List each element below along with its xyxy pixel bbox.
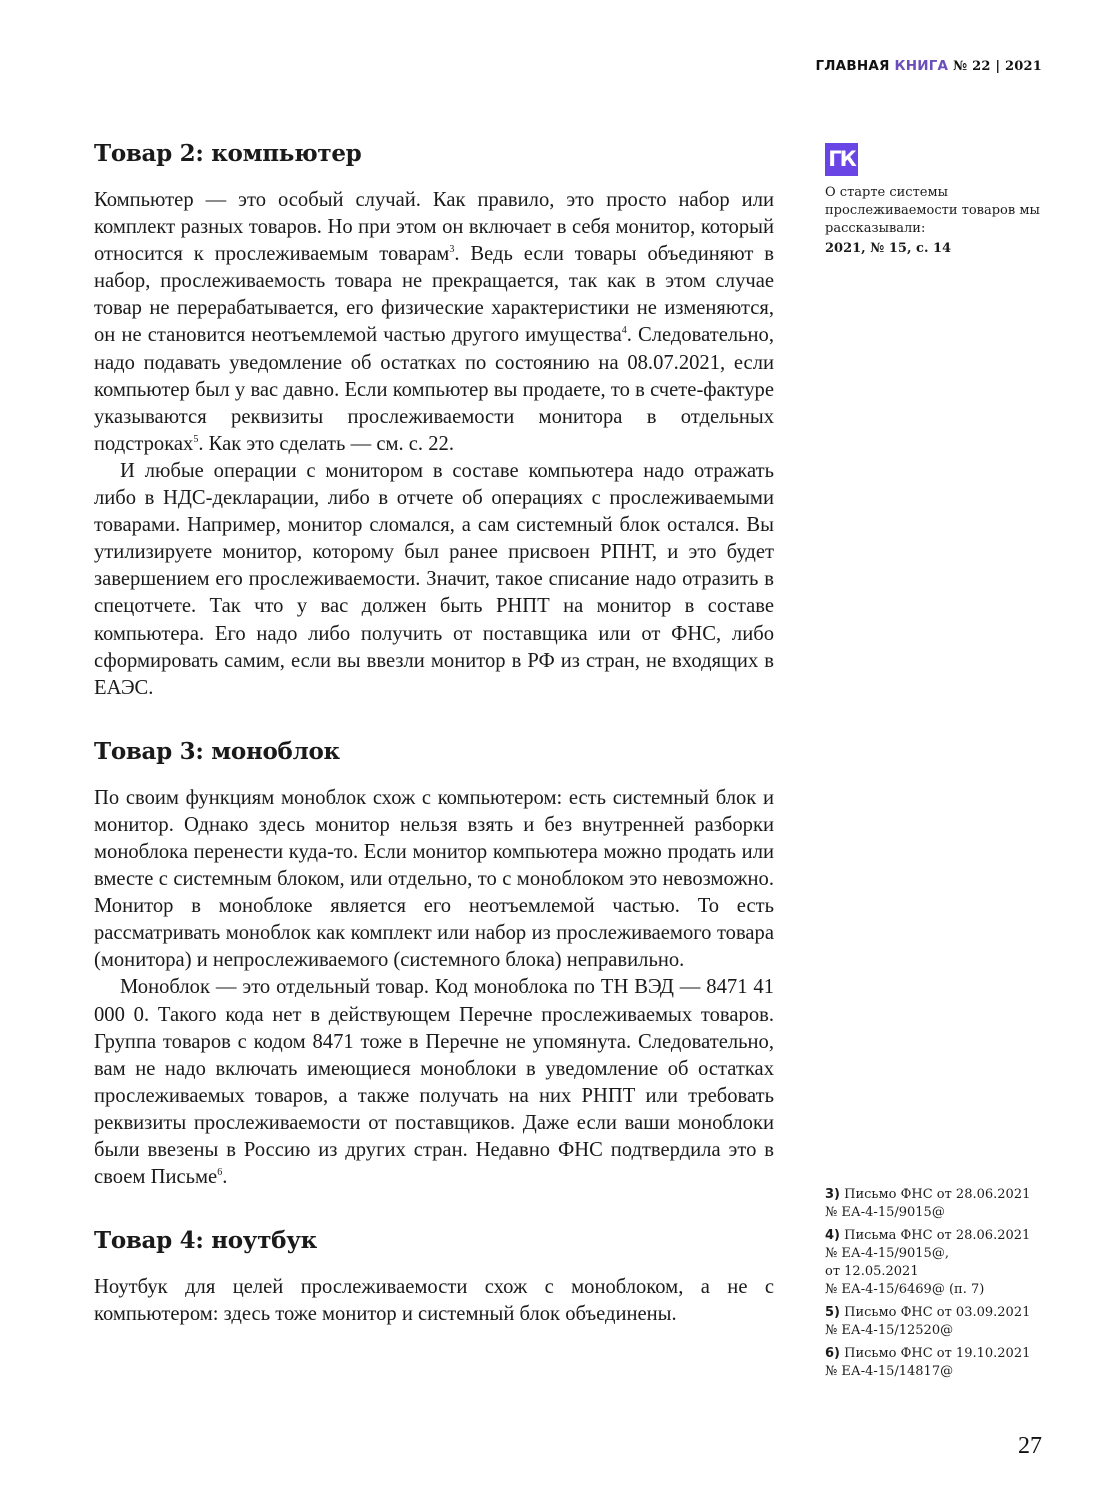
footnote-3: 3) Письмо ФНС от 28.06.2021 № ЕА-4-15/9015@ xyxy=(825,1187,1031,1220)
footnote-4: 4) Письма ФНС от 28.06.2021 № ЕА-4-15/9015@, от 12.05.2021 № ЕА-4-15/6469@ (п. 7) xyxy=(825,1228,1031,1297)
footnote-ref: 6 xyxy=(217,1167,223,1179)
paragraph: По своим функциям моноблок схож с компьютером: есть системный блок и монитор. Однако здесь монитор нельзя взять и без внутренней разборки моноблока перенести куда-то. Если монитор компьютера можно продать или вместе с системным блоком, или отдельно, то с моноблоком это невозможно. Монитор в моноблоке является его неотъемлемой частью. То есть рассматривать моноблок как комплект или набор из прослеживаемого товара (монитора) и непрослеживаемого (системного блока) неправильно. xyxy=(94,786,774,972)
paragraph: Ноутбук для целей прослеживаемости схож с моноблоком, а не с компьютером: здесь тоже монитор и системный блок объединены. xyxy=(94,1276,774,1326)
gk-logo-icon: ГК xyxy=(825,143,858,176)
paragraph: Моноблок — это отдельный товар. Код моноблока по ТН ВЭД — 8471 41 000 0. Такого кода нет в действующем Перечне прослеживаемых товаров. Группа товаров с кодом 8471 тоже в Перечне не упомянута. Следовательно, вам не надо включать имеющиеся моноблоки в уведомление об остатках прослеживаемых товаров, а также получать на них РНПТ или требовать реквизиты прослеживаемости от поставщиков. Даже если ваши моноблоки были ввезены в Россию из других стран. Недавно ФНС подтвердила это в своем Письме$^6$. xyxy=(94,976,774,1189)
issue-number: № 22 | 2021 xyxy=(953,59,1042,74)
side-note xyxy=(825,143,1055,258)
side-note-text: О старте системы прослеживаемости товаров мы рассказывали: xyxy=(825,185,1040,236)
footnotes xyxy=(825,1186,1055,1386)
footnote-ref: 4 xyxy=(621,325,627,337)
side-note-reference: 2021, № 15, с. 14 xyxy=(825,241,952,256)
paragraph: И любые операции с монитором в составе компьютера надо отражать либо в НДС-декларации, либо в отчете об операциях с прослеживаемыми товарами. Например, монитор сломался, а сам системный блок остался. Вы утилизируете монитор, которому был ранее присвоен РПНТ, и это будет завершением его прослеживаемости. Значит, такое списание надо отразить в спецотчете. Так что у вас должен быть РНПТ на монитор в составе компьютера. Его надо либо получить от поставщика или от ФНС, либо сформировать самим, если вы ввезли монитор в РФ из стран, не входящих в ЕАЭС. xyxy=(94,459,774,699)
masthead xyxy=(815,58,1042,74)
brand-name-part1: ГЛАВНАЯ xyxy=(815,58,890,74)
article-body xyxy=(94,138,774,1328)
section-title-computer: Товар 2: компьютер xyxy=(94,140,362,167)
footnote-5: 5) Письмо ФНС от 03.09.2021 № ЕА-4-15/12520@ xyxy=(825,1305,1031,1338)
section-title-monoblock: Товар 3: моноблок xyxy=(94,737,340,765)
footnote-6: 6) Письмо ФНС от 19.10.2021 № ЕА-4-15/14817@ xyxy=(825,1346,1031,1379)
paragraph: Компьютер — это особый случай. Как правило, это просто набор или комплект разных товаров. Но при этом он включает в себя монитор, который относится к прослеживаемым товарам$^3$. Ведь если товары объединяют в набор, прослеживаемость товара не прекращается, так как в этом случае товар не перерабатывается, его физические характеристики не изменяются, он не становится неотъемлемой частью другого имущества$^4$. Следовательно, надо подавать уведомление об остатках по состоянию на 08.07.2021, если компьютер был у вас давно. Если компьютер вы продаете, то в счете-фактуре указываются реквизиты прослеживаемости монитора в отдельных подстроках$^5$. Как это сделать — см. с. 22. xyxy=(94,189,774,455)
footnote-ref: 3 xyxy=(449,244,455,256)
footnote-ref: 5 xyxy=(193,433,199,445)
section-title-laptop: Товар 4: ноутбук xyxy=(94,1227,317,1255)
brand-name-part2: КНИГА xyxy=(894,58,949,74)
page-number: 27 xyxy=(1018,1433,1042,1459)
